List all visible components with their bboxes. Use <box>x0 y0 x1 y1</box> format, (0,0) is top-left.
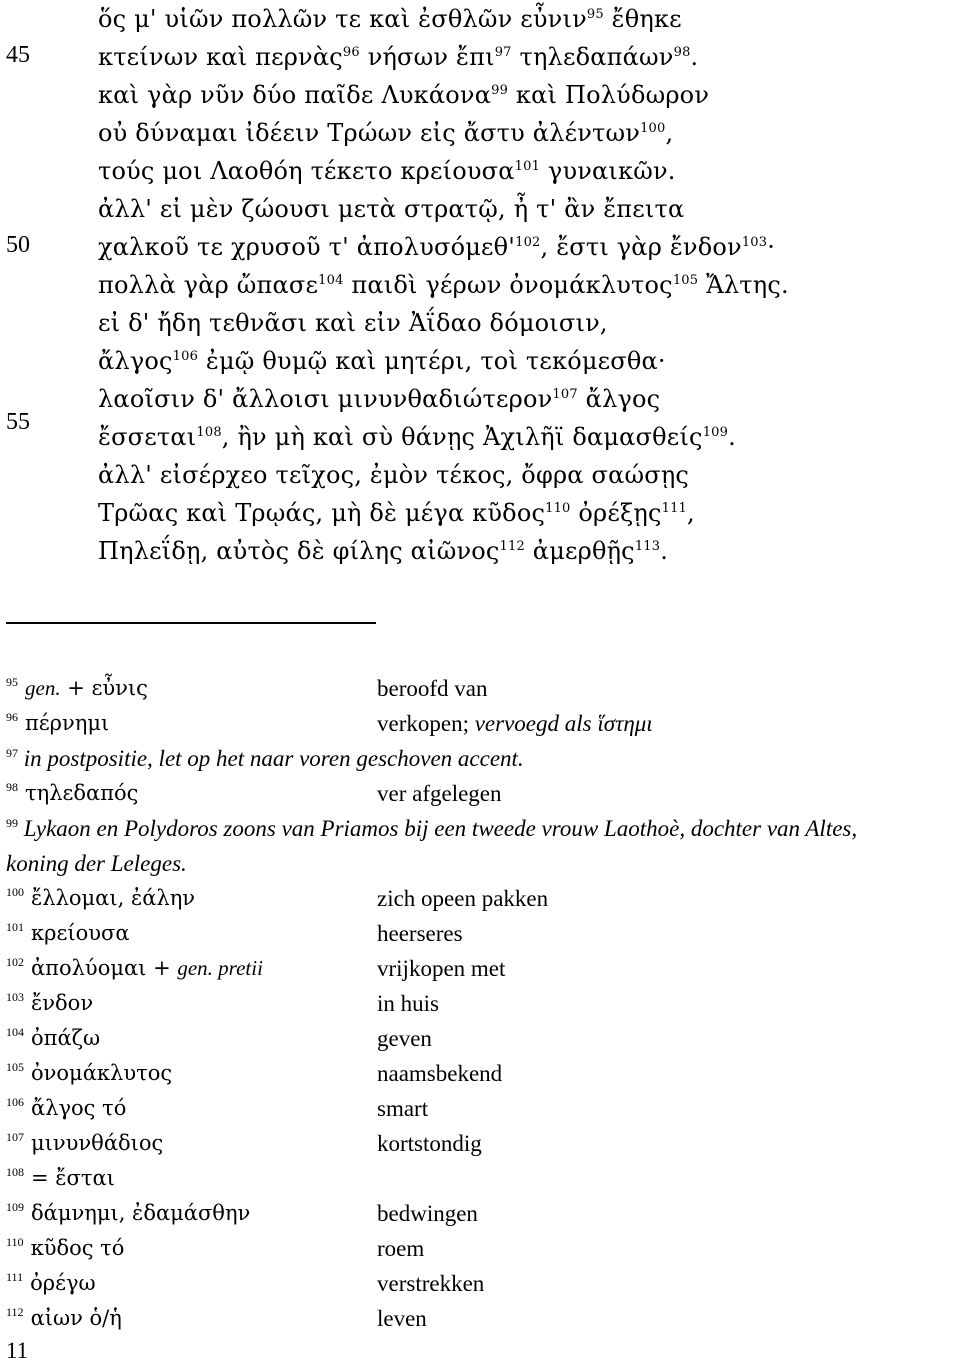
footnote: $^{96}$ πέρνημι verkopen; vervoegd als ἵστημι <box>6 710 653 736</box>
footnote: $^{101}$ κρείουσα heerseres <box>6 920 463 946</box>
footnote: $^{100}$ ἔλλομαι, ἐάλην zich opeen pakken <box>6 885 549 911</box>
footnote: $^{103}$ ἔνδον in huis <box>6 990 439 1016</box>
verse-line: κτείνων καὶ περνὰς$^{96}$ νήσων ἔπι$^{97}$ τηλεδαπάων$^{98}$. <box>98 43 699 71</box>
footnote-divider <box>6 622 376 624</box>
verse-line: ὅς μ' υἱῶν πολλῶν τε καὶ ἐσθλῶν εὖνιν$^{95}$ ἔθηκε <box>98 5 682 33</box>
verse-line: εἰ δ' ἤδη τεθνᾶσι καὶ εἰν Ἀΐδαο δόμοισιν, <box>98 309 608 337</box>
footnote-continued: koning der Leleges. <box>6 851 187 876</box>
footnote: $^{98}$ τηλεδαπός ver afgelegen <box>6 780 502 806</box>
footnote: $^{104}$ ὀπάζω geven <box>6 1025 432 1051</box>
footnote: $^{102}$ ἀπολύομαι + gen. pretii vrijkopen met <box>6 955 506 981</box>
footnote: $^{95}$ gen. + εὖνις beroofd van <box>6 675 488 701</box>
footnote: $^{106}$ ἄλγος τό smart <box>6 1095 429 1121</box>
verse-line: ἀλλ' εἰ μὲν ζώουσι μετὰ στρατῷ, ἦ τ' ἂν ἔπειτα <box>98 195 685 223</box>
footnote: $^{105}$ ὀνομάκλυτος naamsbekend <box>6 1060 503 1086</box>
verse-line: Τρῶας καὶ Τρῳάς, μὴ δὲ μέγα κῦδος$^{110}$ ὀρέξῃς$^{111}$, <box>98 499 695 527</box>
verse-line: λαοῖσιν δ' ἄλλοισι μινυνθαδιώτερον$^{107}$ ἄλγος <box>98 385 661 413</box>
footnote: $^{107}$ μινυνθάδιος kortstondig <box>6 1130 482 1156</box>
verse-line: χαλκοῦ τε χρυσοῦ τ' $ἀ\pi o\lambda\upsilon\sigma ό\mu\varepsilon\theta'^{102}$, ἔστι γὰρ ἔνδον$^{103}$· <box>98 233 776 261</box>
verse-line: Πηλεΐδῃ, αὐτὸς δὲ φίλης αἰῶνος$^{112}$ ἀμερθῇς$^{113}$. <box>98 537 669 565</box>
verse-line: ἔσσεται$^{108}$, ἢν μὴ καὶ σὺ θάνῃς Ἀχιλῆϊ δαμασθείς$^{109}$. <box>98 423 736 451</box>
footnote: $^{99}$ Lykaon en Polydoros zoons van Priamos bij een tweede vrouw Laothoè, dochter van Altes, <box>6 816 858 841</box>
footnote: $^{110}$ κῦδος τό roem <box>6 1235 425 1261</box>
page-number: 11 <box>6 1338 29 1363</box>
line-number: 55 <box>6 409 30 435</box>
verse-line: ἄλγος$^{106}$ ἐμῷ θυμῷ καὶ μητέρι, τοὶ τεκόμεσθα· <box>98 347 666 375</box>
verse-line: οὐ δύναμαι ἰδέειν Τρώων εἰς ἄστυ ἀλέντων$^{100}$, <box>98 119 674 147</box>
verse-line: καὶ γὰρ νῦν δύο παῖδε Λυκάονα$^{99}$ καὶ Πολύδωρον <box>98 81 710 109</box>
verse-line: ἀλλ' εἰσέρχεο τεῖχος, ἐμὸν τέκος, ὄφρα σαώσῃς <box>98 461 690 489</box>
line-number: 50 <box>6 232 30 258</box>
footnote: $^{108}$ = ἔσται <box>6 1165 115 1190</box>
verse-line: πολλὰ γὰρ ὤπασε$^{104}$ παιδὶ γέρων ὀνομάκλυτος$^{105}$ Ἄλτης. <box>98 271 789 299</box>
line-number: 45 <box>6 42 30 68</box>
verse-line: τούς μοι Λαοθόη τέκετο κρείουσα$^{101}$ γυναικῶν. <box>98 157 676 185</box>
footnote: $^{111}$ ὀρέγω verstrekken <box>6 1270 485 1296</box>
footnote: $^{112}$ αἰων ὁ/ἡ leven <box>6 1305 427 1331</box>
footnote: $^{109}$ δάμνημι, ἐδαμάσθην bedwingen <box>6 1200 478 1226</box>
footnote: $^{97}$ in postpositie, let op het naar voren geschoven accent. <box>6 746 524 771</box>
